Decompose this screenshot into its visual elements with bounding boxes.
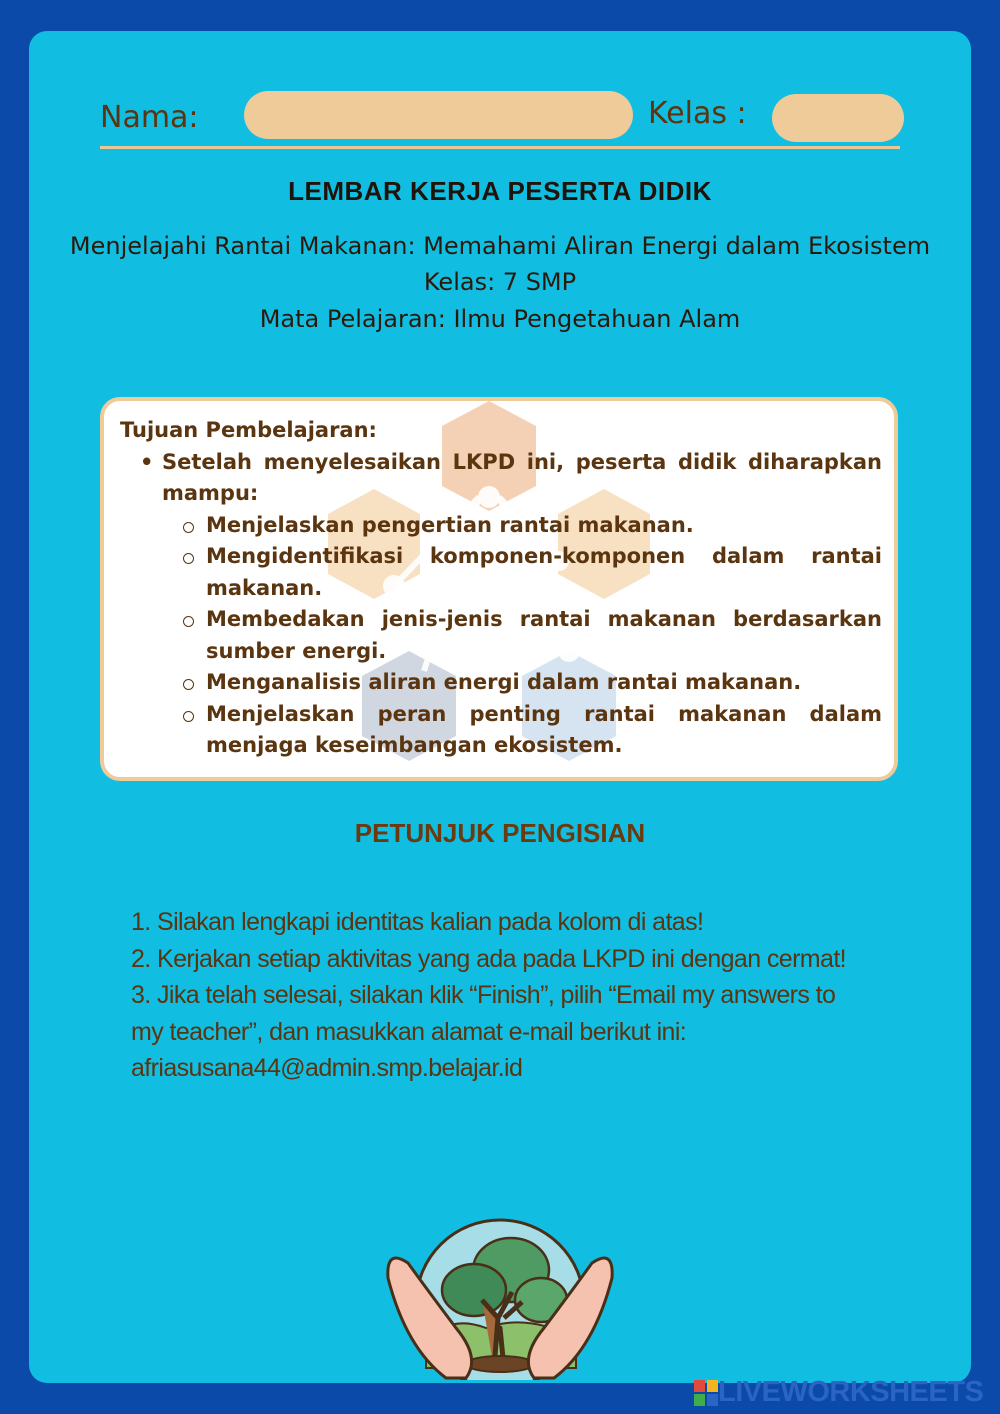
goals-heading: Tujuan Pembelajaran: xyxy=(120,418,377,442)
circle-bullet-icon xyxy=(183,522,194,533)
goals-intro-item xyxy=(120,447,882,510)
goals-intro: Setelah menyelesaikan LKPD ini, peserta didik diharapkan mampu: xyxy=(162,449,882,505)
goal-text: Membedakan jenis-jenis rantai makanan berdasarkan sumber energi. xyxy=(206,607,882,663)
circle-bullet-icon xyxy=(183,553,194,564)
name-input[interactable] xyxy=(244,91,633,139)
instruction-step: 3. Jika telah selesai, silakan klik “Finish”, pilih “Email my answers to my teacher”, dan masukkan alamat e-mail berikut ini: afriasusana44@admin.smp.belajar.id xyxy=(131,981,836,1082)
bullet-icon: • xyxy=(140,449,154,474)
topic-subtitle: Menjelajahi Rantai Makanan: Memahami Aliran Energi dalam Ekosistem xyxy=(69,232,931,260)
goal-text: Menganalisis aliran energi dalam rantai makanan. xyxy=(206,670,802,694)
goals-list xyxy=(120,510,882,762)
goal-text: Menjelaskan peran penting rantai makanan dalam menjaga keseimbangan ekosistem. xyxy=(206,701,882,757)
learning-goals-box xyxy=(100,397,898,781)
header-divider xyxy=(100,146,900,149)
goal-text: Menjelaskan pengertian rantai makanan. xyxy=(206,512,694,537)
liveworksheets-watermark xyxy=(694,1376,983,1409)
instructions-list xyxy=(131,904,871,1087)
goal-item xyxy=(120,604,882,667)
instruction-step: 1. Silakan lengkapi identitas kalian pada kolom di atas! xyxy=(131,908,704,936)
goal-text: Mengidentifikasi komponen-komponen dalam rantai makanan. xyxy=(206,544,882,600)
ecosystem-hands-tree-icon xyxy=(386,1218,614,1380)
page-title: LEMBAR KERJA PESERTA DIDIK xyxy=(288,176,712,206)
instructions-heading: PETUNJUK PENGISIAN xyxy=(354,818,646,848)
class-input[interactable] xyxy=(772,94,904,142)
subject-subtitle: Mata Pelajaran: Ilmu Pengetahuan Alam xyxy=(259,305,741,333)
goal-item xyxy=(120,667,882,699)
liveworksheets-logo-icon xyxy=(694,1380,718,1406)
circle-bullet-icon xyxy=(183,679,194,690)
circle-bullet-icon xyxy=(183,711,194,722)
watermark-text: LIVEWORKSHEETS xyxy=(718,1376,984,1408)
circle-bullet-icon xyxy=(183,616,194,627)
class-label: Kelas : xyxy=(648,96,747,131)
grade-subtitle: Kelas: 7 SMP xyxy=(423,268,577,296)
goal-item xyxy=(120,510,882,542)
goal-item xyxy=(120,541,882,604)
goal-item xyxy=(120,699,882,762)
name-label: Nama: xyxy=(100,100,199,135)
instruction-step: 2. Kerjakan setiap aktivitas yang ada pada LKPD ini dengan cermat! xyxy=(131,944,847,973)
